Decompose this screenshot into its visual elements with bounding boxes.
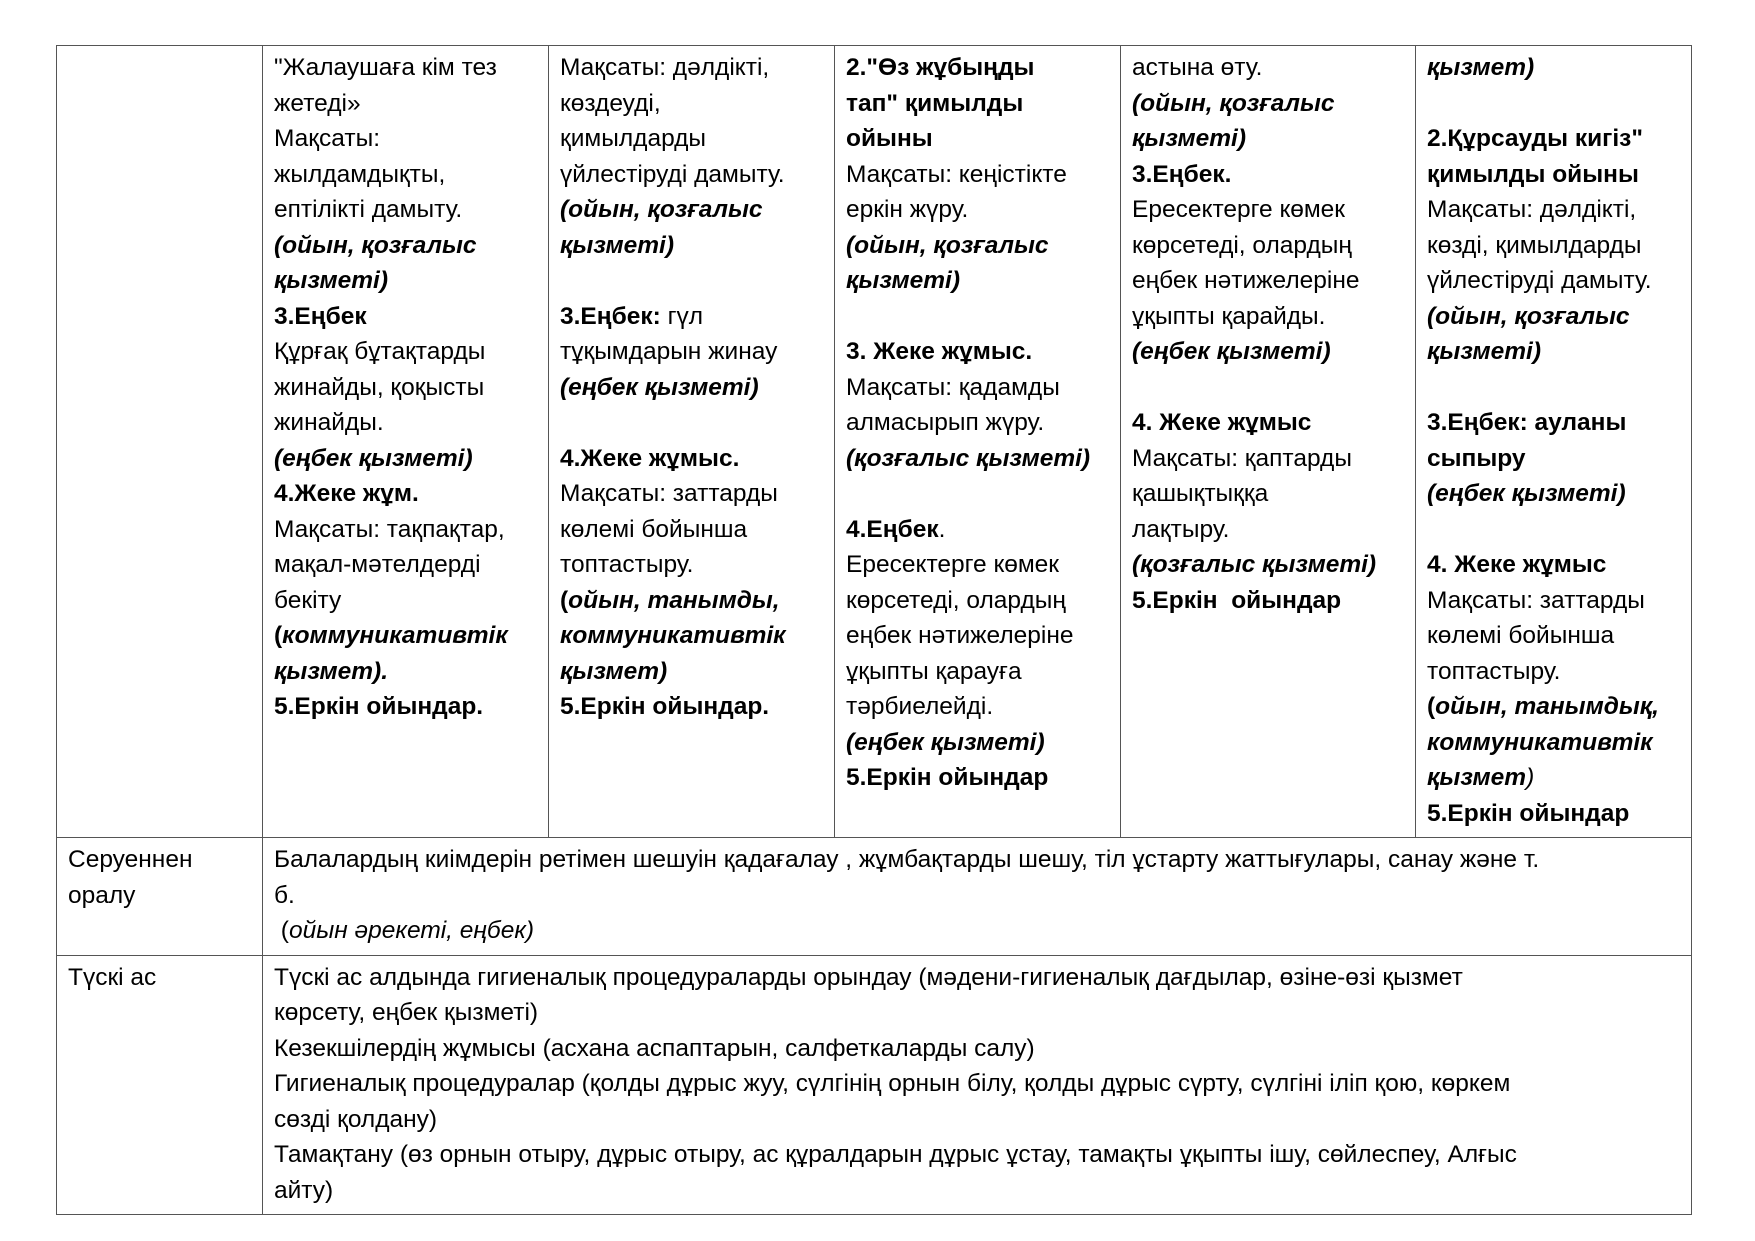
section-heading: тап" қимылды bbox=[846, 89, 1024, 117]
activity-type-note: қызметі) bbox=[1427, 338, 1542, 365]
row-label: Түскі ас bbox=[68, 963, 157, 991]
return-from-walk-row bbox=[57, 838, 1692, 956]
note-text: ойын, танымды, bbox=[568, 586, 780, 614]
activity-type-note: (еңбек қызметі) bbox=[1132, 338, 1331, 365]
section-heading: 4. Жеке жұмыс bbox=[1132, 409, 1312, 436]
text-line: айту) bbox=[274, 1176, 334, 1204]
activity-cell-2 bbox=[549, 46, 835, 838]
text-line: лақтыру. bbox=[1132, 515, 1230, 543]
paren: ( bbox=[274, 917, 289, 944]
activity-cell-4 bbox=[1121, 46, 1416, 838]
heading-rest: . bbox=[938, 515, 946, 543]
section-heading: 5.Еркін ойындар. bbox=[560, 693, 770, 720]
schedule-table bbox=[56, 45, 1692, 1215]
text-line: еңбек нәтижелеріне bbox=[846, 622, 1074, 649]
activity-type-note: (ойын, қозғалыс bbox=[560, 196, 763, 223]
text-line: Ересектерге көмек bbox=[1132, 196, 1346, 223]
row-label-cell bbox=[57, 955, 263, 1215]
text-line: мақал-мәтелдерді bbox=[274, 551, 481, 578]
text-line: қимылдарды bbox=[560, 125, 707, 152]
text-line: үйлестіруді дамыту. bbox=[1427, 267, 1652, 294]
text-line: Мақсаты: дәлдікті, bbox=[1427, 196, 1637, 223]
row-label-cell-empty bbox=[57, 46, 263, 838]
text-line: Мақсаты: тақпақтар, bbox=[274, 515, 505, 543]
blank-line bbox=[846, 299, 1110, 335]
blank-line bbox=[1132, 370, 1405, 406]
activity-type-note bbox=[274, 913, 1681, 949]
text-line: ептілікті дамыту. bbox=[274, 196, 463, 223]
activity-type-note bbox=[560, 583, 824, 619]
activity-type-note: қызмет). bbox=[274, 657, 389, 685]
paren: ( bbox=[1427, 693, 1436, 720]
section-heading: ойыны bbox=[846, 125, 933, 152]
blank-line bbox=[560, 263, 824, 299]
activity-type-note: (ойын, қозғалыс bbox=[1427, 302, 1630, 330]
text-line: көрсетеді, олардың bbox=[846, 586, 1066, 614]
text-line: көзді, қимылдарды bbox=[1427, 231, 1642, 259]
text-line: Кезекшілердің жұмысы (асхана аспаптарын, салфеткаларды салу) bbox=[274, 1034, 1035, 1062]
text-line: жинайды. bbox=[274, 409, 384, 436]
blank-line bbox=[560, 405, 824, 441]
walk-activities-row bbox=[57, 46, 1692, 838]
section-heading: сыпыру bbox=[1427, 444, 1526, 472]
activity-type-note: (еңбек қызметі) bbox=[846, 728, 1045, 756]
activity-type-note: қызметі) bbox=[560, 231, 675, 259]
heading-rest: гүл bbox=[660, 302, 704, 330]
section-heading: 2."Өз жұбыңды bbox=[846, 54, 1035, 81]
text-line: Мақсаты: қаптарды bbox=[1132, 444, 1352, 472]
section-heading: 2.Құрсауды кигіз" bbox=[1427, 125, 1643, 152]
activity-cell-1 bbox=[263, 46, 549, 838]
text-line: еркін жүру. bbox=[846, 196, 969, 223]
text-line: Мақсаты: дәлдікті, bbox=[560, 54, 770, 81]
text-line: жинайды, қоқысты bbox=[274, 373, 485, 401]
activity-type-note: коммуникативтік bbox=[1427, 728, 1653, 756]
paren: ( bbox=[274, 622, 283, 649]
text-line: Мақсаты: заттарды bbox=[560, 480, 778, 507]
activity-type-note: (қозғалыс қызметі) bbox=[846, 444, 1091, 472]
row-label: оралу bbox=[68, 881, 136, 909]
text-line: көлемі бойынша bbox=[560, 515, 748, 543]
text-line: топтастыру. bbox=[1427, 657, 1561, 685]
text-line: Мақсаты: bbox=[274, 125, 381, 152]
note-text: ойын, танымдық, bbox=[1435, 693, 1659, 720]
text-line: "Жалаушаға кім тез bbox=[274, 54, 497, 81]
text-line: алмасырып жүру. bbox=[846, 409, 1045, 436]
text-line: Гигиеналық процедуралар (қолды дұрыс жуу, сүлгінің орнын білу, қолды дұрыс сүрту, сүлгіні іліп қою, көркем bbox=[274, 1070, 1511, 1097]
activity-type-note bbox=[274, 618, 538, 654]
activity-type-note: (еңбек қызметі) bbox=[274, 444, 473, 472]
section-heading: 4.Жеке жұмыс. bbox=[560, 444, 740, 472]
text-line: б. bbox=[274, 881, 295, 909]
activity-type-note: (қозғалыс қызметі) bbox=[1132, 551, 1377, 578]
section-heading: 4.Жеке жұм. bbox=[274, 480, 419, 507]
section-heading: 5.Еркін ойындар bbox=[1427, 799, 1630, 827]
text-line: ұқыпты қарайды. bbox=[1132, 302, 1326, 330]
text-line: астына өту. bbox=[1132, 54, 1263, 81]
text-line: Мақсаты: қадамды bbox=[846, 373, 1060, 401]
activity-type-note: қызметі) bbox=[846, 267, 961, 294]
section-heading bbox=[560, 299, 824, 335]
activity-type-note: коммуникативтік bbox=[560, 622, 786, 649]
paren: ( bbox=[560, 586, 569, 614]
section-heading: 5.Еркін ойындар. bbox=[274, 693, 484, 720]
activity-cell-5 bbox=[1416, 46, 1692, 838]
text-line: ұқыпты қарауға bbox=[846, 657, 1022, 685]
row-label: Серуеннен bbox=[68, 846, 193, 873]
text-line: Мақсаты: заттарды bbox=[1427, 586, 1645, 614]
text-line: Тамақтану (өз орнын отыру, дұрыс отыру, ас құралдарын дұрыс ұстау, тамақты ұқыпты ішу, сөйлеспеу, Алғыс bbox=[274, 1141, 1517, 1168]
text-line: Мақсаты: кеңістікте bbox=[846, 160, 1067, 188]
text-line: жылдамдықты, bbox=[274, 160, 446, 188]
activity-type-note: қызмет) bbox=[1427, 54, 1535, 81]
text-line: Түскі ас алдында гигиеналық процедураларды орындау (мәдени-гигиеналық дағдылар, өзіне-өзі қызмет bbox=[274, 963, 1463, 991]
note-text: қызмет bbox=[1427, 764, 1527, 791]
activity-type-note: (ойын, қозғалыс bbox=[846, 231, 1049, 259]
section-heading: 3.Еңбек. bbox=[1132, 160, 1232, 188]
text-line: қашықтыққа bbox=[1132, 480, 1269, 507]
section-heading: 3.Еңбек bbox=[274, 302, 367, 330]
activity-type-note: (ойын, қозғалыс bbox=[274, 231, 477, 259]
activity-type-note: қызмет) bbox=[560, 657, 668, 685]
note-text: коммуникативтік bbox=[282, 622, 508, 649]
text-line: бекіту bbox=[274, 586, 342, 614]
text-line: жетеді» bbox=[274, 89, 361, 117]
text-line: Құрғақ бұтақтарды bbox=[274, 338, 486, 365]
blank-line bbox=[1427, 370, 1681, 406]
section-heading: 5.Еркін ойындар bbox=[846, 764, 1049, 791]
activity-type-note: қызметі) bbox=[274, 267, 389, 294]
return-description-cell bbox=[263, 838, 1692, 956]
text-line: көрсету, еңбек қызметі) bbox=[274, 999, 539, 1026]
section-heading: 4. Жеке жұмыс bbox=[1427, 551, 1607, 578]
section-heading: 5.Еркін ойындар bbox=[1132, 586, 1342, 614]
text-line: үйлестіруді дамыту. bbox=[560, 160, 785, 188]
note-text: ойын әрекеті, еңбек) bbox=[288, 917, 535, 944]
lunch-description-cell bbox=[263, 955, 1692, 1215]
blank-line bbox=[846, 476, 1110, 512]
activity-type-note: (ойын, қозғалыс bbox=[1132, 89, 1335, 117]
text-line: еңбек нәтижелеріне bbox=[1132, 267, 1360, 294]
text-line: тәрбиелейді. bbox=[846, 693, 994, 720]
activity-type-note: (еңбек қызметі) bbox=[1427, 480, 1626, 507]
activity-type-note bbox=[1427, 689, 1681, 725]
text-line: топтастыру. bbox=[560, 551, 694, 578]
text-line: Балалардың киімдерін ретімен шешуін қадағалау , жұмбақтарды шешу, тіл ұстарту жаттығулары, санау және т. bbox=[274, 846, 1540, 873]
heading-text: 4.Еңбек bbox=[846, 515, 939, 543]
paren: ) bbox=[1526, 764, 1535, 791]
blank-line bbox=[1427, 512, 1681, 548]
lunch-row bbox=[57, 955, 1692, 1215]
activity-type-note: қызметі) bbox=[1132, 125, 1247, 152]
section-heading bbox=[846, 512, 1110, 548]
text-line: көздеуді, bbox=[560, 89, 661, 117]
activity-type-note bbox=[1427, 760, 1681, 796]
section-heading: 3.Еңбек: ауланы bbox=[1427, 409, 1627, 436]
section-heading: қимылды ойыны bbox=[1427, 160, 1639, 188]
text-line: тұқымдарын жинау bbox=[560, 338, 778, 365]
text-line: сөзді қолдану) bbox=[274, 1105, 438, 1133]
text-line: көрсетеді, олардың bbox=[1132, 231, 1352, 259]
section-heading: 3. Жеке жұмыс. bbox=[846, 338, 1033, 365]
heading-text: 3.Еңбек: bbox=[560, 302, 661, 330]
blank-line bbox=[1427, 86, 1681, 122]
text-line: Ересектерге көмек bbox=[846, 551, 1060, 578]
activity-cell-3 bbox=[835, 46, 1121, 838]
row-label-cell bbox=[57, 838, 263, 956]
text-line: көлемі бойынша bbox=[1427, 622, 1615, 649]
activity-type-note: (еңбек қызметі) bbox=[560, 373, 759, 401]
